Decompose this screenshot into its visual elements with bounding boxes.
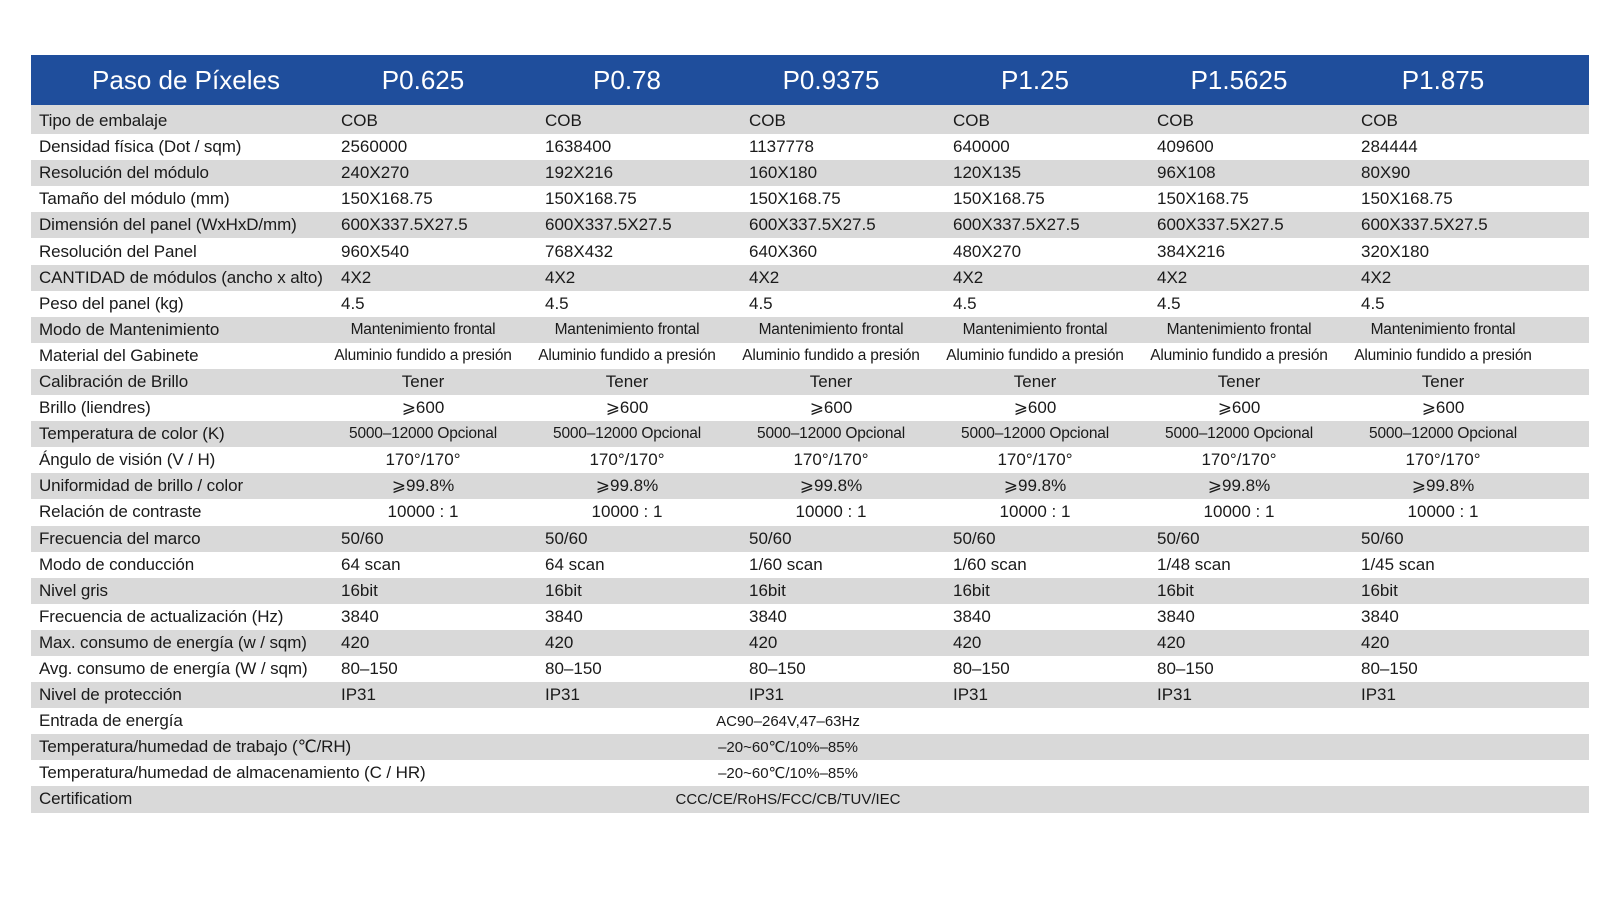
table-row — [31, 395, 1589, 421]
row-label: Densidad física (Dot / sqm) — [39, 137, 242, 157]
row-value: 150X168.75 — [1157, 189, 1249, 209]
row-value: 16bit — [1361, 580, 1398, 600]
row-value: 4.5 — [341, 293, 365, 313]
row-value: 1/48 scan — [1157, 554, 1231, 574]
table-header — [31, 55, 1589, 108]
row-value: 50/60 — [545, 528, 588, 548]
table-row — [31, 421, 1589, 447]
shared-value: AC90–264V,47–63Hz — [716, 712, 860, 730]
row-value: 384X216 — [1157, 241, 1226, 261]
row-value: 150X168.75 — [749, 189, 841, 209]
row-value: ⩾600 — [401, 398, 445, 418]
row-value: ⩾600 — [1013, 398, 1057, 418]
row-value: 600X337.5X27.5 — [1361, 215, 1488, 235]
row-value: ⩾600 — [809, 398, 853, 418]
row-value: 1137778 — [749, 137, 814, 157]
row-label: Brillo (liendres) — [39, 398, 151, 418]
row-value: 80X90 — [1361, 163, 1411, 183]
row-value: 10000 : 1 — [591, 502, 663, 522]
row-label: Resolución del Panel — [39, 241, 197, 261]
row-label: Ángulo de visión (V / H) — [39, 450, 216, 470]
row-value: 10000 : 1 — [1203, 502, 1275, 522]
row-value: COB — [1361, 111, 1398, 131]
row-value: 4X2 — [749, 267, 780, 287]
row-value: 3840 — [1361, 606, 1399, 626]
row-value: 16bit — [953, 580, 990, 600]
table-row — [31, 526, 1589, 552]
table-row — [31, 186, 1589, 212]
table-row — [31, 552, 1589, 578]
row-label: Temperatura/humedad de almacenamiento (C / HR) — [39, 763, 426, 783]
row-value: 64 scan — [341, 554, 401, 574]
table-row — [31, 265, 1589, 291]
row-value: 10000 : 1 — [795, 502, 867, 522]
row-value: 600X337.5X27.5 — [749, 215, 876, 235]
row-value: 4X2 — [545, 267, 576, 287]
row-value: 768X432 — [545, 241, 614, 261]
row-value: 640000 — [953, 137, 1010, 157]
row-value: ⩾99.8% — [799, 476, 863, 496]
row-label: Tamaño del módulo (mm) — [39, 189, 230, 209]
row-value: ⩾600 — [605, 398, 649, 418]
row-value: 80–150 — [545, 659, 602, 679]
row-value: 150X168.75 — [1361, 189, 1453, 209]
row-value: 960X540 — [341, 241, 410, 261]
row-value: 1/45 scan — [1361, 554, 1435, 574]
row-value: Tener — [809, 371, 853, 391]
row-label: Max. consumo de energía (w / sqm) — [39, 632, 307, 652]
row-value: ⩾99.8% — [391, 476, 455, 496]
row-value: 50/60 — [1157, 528, 1200, 548]
row-value: 50/60 — [341, 528, 384, 548]
row-value: 420 — [749, 632, 778, 652]
row-value: 320X180 — [1361, 241, 1430, 261]
row-value: 16bit — [545, 580, 582, 600]
row-label: Nivel gris — [39, 580, 108, 600]
row-value: 1/60 scan — [953, 554, 1027, 574]
table-row — [31, 160, 1589, 186]
row-value: 640X360 — [749, 241, 818, 261]
row-value: IP31 — [341, 685, 376, 705]
row-value: 3840 — [953, 606, 991, 626]
shared-value: CCC/CE/RoHS/FCC/CB/TUV/IEC — [675, 790, 901, 808]
row-value: 4.5 — [749, 293, 773, 313]
row-value: 4X2 — [953, 267, 984, 287]
row-value: Aluminio fundido a presión — [334, 346, 512, 364]
row-value: 120X135 — [953, 163, 1022, 183]
row-value: 80–150 — [953, 659, 1010, 679]
row-value: IP31 — [1157, 685, 1192, 705]
row-label: Modo de conducción — [39, 554, 195, 574]
row-value: ⩾600 — [1217, 398, 1261, 418]
row-value: Mantenimiento frontal — [1370, 320, 1516, 338]
row-label: Dimensión del panel (WxHxD/mm) — [39, 215, 297, 235]
row-label: Relación de contraste — [39, 502, 202, 522]
row-value: 80–150 — [1157, 659, 1214, 679]
row-value: 4.5 — [1157, 293, 1181, 313]
header-column: P0.78 — [593, 64, 661, 95]
row-value: 480X270 — [953, 241, 1022, 261]
table-row — [31, 473, 1589, 499]
row-label: Calibración de Brillo — [39, 371, 189, 391]
row-value: 4.5 — [953, 293, 977, 313]
row-value: Mantenimiento frontal — [350, 320, 496, 338]
row-value: 409600 — [1157, 137, 1214, 157]
row-value: 1/60 scan — [749, 554, 823, 574]
table-row — [31, 238, 1589, 264]
row-label: Entrada de energía — [39, 711, 183, 731]
row-value: 2560000 — [341, 137, 408, 157]
table-row — [31, 682, 1589, 708]
row-value: Aluminio fundido a presión — [946, 346, 1124, 364]
row-value: Mantenimiento frontal — [758, 320, 904, 338]
table-row-shared — [31, 734, 1589, 760]
table-row-shared — [31, 786, 1589, 812]
row-value: Mantenimiento frontal — [554, 320, 700, 338]
row-value: 4.5 — [1361, 293, 1385, 313]
row-label: Material del Gabinete — [39, 345, 199, 365]
row-value: 170°/170° — [1405, 450, 1481, 470]
row-label: Frecuencia del marco — [39, 528, 201, 548]
table-row — [31, 212, 1589, 238]
table-body — [31, 108, 1589, 813]
row-label: Avg. consumo de energía (W / sqm) — [39, 659, 308, 679]
row-value: 160X180 — [749, 163, 818, 183]
row-value: IP31 — [545, 685, 580, 705]
row-value: 420 — [953, 632, 982, 652]
row-value: 80–150 — [749, 659, 806, 679]
spec-table — [31, 55, 1589, 813]
row-value: COB — [545, 111, 582, 131]
row-value: 600X337.5X27.5 — [341, 215, 468, 235]
row-value: 5000–12000 Opcional — [757, 425, 905, 443]
row-value: 5000–12000 Opcional — [349, 425, 497, 443]
table-row — [31, 630, 1589, 656]
row-value: Tener — [605, 371, 649, 391]
header-column: P1.5625 — [1190, 64, 1288, 95]
row-value: Mantenimiento frontal — [1166, 320, 1312, 338]
row-value: 4X2 — [341, 267, 372, 287]
row-value: COB — [1157, 111, 1194, 131]
row-value: 420 — [1157, 632, 1186, 652]
header-column: P1.25 — [1001, 64, 1069, 95]
row-value: COB — [953, 111, 990, 131]
row-value: Aluminio fundido a presión — [742, 346, 920, 364]
table-row — [31, 291, 1589, 317]
row-value: ⩾99.8% — [1411, 476, 1475, 496]
row-value: 150X168.75 — [953, 189, 1045, 209]
table-row — [31, 317, 1589, 343]
row-value: 10000 : 1 — [387, 502, 459, 522]
row-label: Peso del panel (kg) — [39, 293, 184, 313]
row-value: 240X270 — [341, 163, 410, 183]
row-label: Tipo de embalaje — [39, 111, 168, 131]
row-value: Tener — [1421, 371, 1465, 391]
row-value: 170°/170° — [793, 450, 869, 470]
row-value: 64 scan — [545, 554, 605, 574]
row-value: ⩾600 — [1421, 398, 1465, 418]
row-value: 5000–12000 Opcional — [553, 425, 701, 443]
row-label: Certificatiom — [39, 789, 133, 809]
row-value: ⩾99.8% — [595, 476, 659, 496]
row-value: 16bit — [1157, 580, 1194, 600]
row-value: 150X168.75 — [545, 189, 637, 209]
row-value: 4X2 — [1157, 267, 1188, 287]
row-value: 3840 — [749, 606, 787, 626]
row-value: 1638400 — [545, 137, 612, 157]
row-value: 600X337.5X27.5 — [953, 215, 1080, 235]
row-value: 170°/170° — [1201, 450, 1277, 470]
table-row — [31, 108, 1589, 134]
row-value: 5000–12000 Opcional — [961, 425, 1109, 443]
row-value: Tener — [401, 371, 445, 391]
row-label: Temperatura/humedad de trabajo (℃/RH) — [39, 737, 352, 757]
table-row — [31, 499, 1589, 525]
row-value: 170°/170° — [385, 450, 461, 470]
row-label: CANTIDAD de módulos (ancho x alto) — [39, 267, 323, 287]
row-value: IP31 — [1361, 685, 1396, 705]
row-value: Tener — [1013, 371, 1057, 391]
table-row — [31, 656, 1589, 682]
row-label: Resolución del módulo — [39, 163, 209, 183]
row-label: Frecuencia de actualización (Hz) — [39, 606, 284, 626]
row-value: 80–150 — [341, 659, 398, 679]
row-value: 50/60 — [749, 528, 792, 548]
header-label: Paso de Píxeles — [92, 64, 280, 95]
table-row-shared — [31, 760, 1589, 786]
row-value: 50/60 — [1361, 528, 1404, 548]
row-value: ⩾99.8% — [1003, 476, 1067, 496]
row-value: IP31 — [749, 685, 784, 705]
header-column: P1.875 — [1401, 64, 1485, 95]
table-row-shared — [31, 708, 1589, 734]
row-value: 4.5 — [545, 293, 569, 313]
shared-value: –20~60℃/10%–85% — [718, 765, 858, 783]
row-value: 3840 — [1157, 606, 1195, 626]
row-value: 96X108 — [1157, 163, 1216, 183]
row-value: 3840 — [341, 606, 379, 626]
row-value: 420 — [341, 632, 370, 652]
row-value: 4X2 — [1361, 267, 1392, 287]
row-value: 10000 : 1 — [1407, 502, 1479, 522]
table-row — [31, 578, 1589, 604]
row-value: 170°/170° — [997, 450, 1073, 470]
row-label: Temperatura de color (K) — [39, 424, 225, 444]
row-value: 3840 — [545, 606, 583, 626]
row-label: Modo de Mantenimiento — [39, 319, 220, 339]
header-column: P0.9375 — [782, 64, 880, 95]
header-column: P0.625 — [381, 64, 465, 95]
row-value: COB — [341, 111, 378, 131]
row-value: 150X168.75 — [341, 189, 433, 209]
table-row — [31, 447, 1589, 473]
row-label: Nivel de protección — [39, 685, 182, 705]
row-value: COB — [749, 111, 786, 131]
row-value: Tener — [1217, 371, 1261, 391]
row-value: Aluminio fundido a presión — [1150, 346, 1328, 364]
row-value: 5000–12000 Opcional — [1369, 425, 1517, 443]
row-value: 284444 — [1361, 137, 1418, 157]
row-value: IP31 — [953, 685, 988, 705]
row-value: ⩾99.8% — [1207, 476, 1271, 496]
row-value: 192X216 — [545, 163, 614, 183]
row-value: 16bit — [341, 580, 378, 600]
table-row — [31, 369, 1589, 395]
row-value: 420 — [545, 632, 574, 652]
row-value: 5000–12000 Opcional — [1165, 425, 1313, 443]
table-row — [31, 604, 1589, 630]
table-row — [31, 343, 1589, 369]
table-row — [31, 134, 1589, 160]
row-label: Uniformidad de brillo / color — [39, 476, 244, 496]
row-value: Mantenimiento frontal — [962, 320, 1108, 338]
row-value: 10000 : 1 — [999, 502, 1071, 522]
row-value: 600X337.5X27.5 — [1157, 215, 1284, 235]
row-value: Aluminio fundido a presión — [538, 346, 716, 364]
row-value: 80–150 — [1361, 659, 1418, 679]
row-value: 600X337.5X27.5 — [545, 215, 672, 235]
row-value: Aluminio fundido a presión — [1354, 346, 1532, 364]
row-value: 170°/170° — [589, 450, 665, 470]
row-value: 50/60 — [953, 528, 996, 548]
row-value: 16bit — [749, 580, 786, 600]
row-value: 420 — [1361, 632, 1390, 652]
shared-value: –20~60℃/10%–85% — [718, 739, 858, 757]
